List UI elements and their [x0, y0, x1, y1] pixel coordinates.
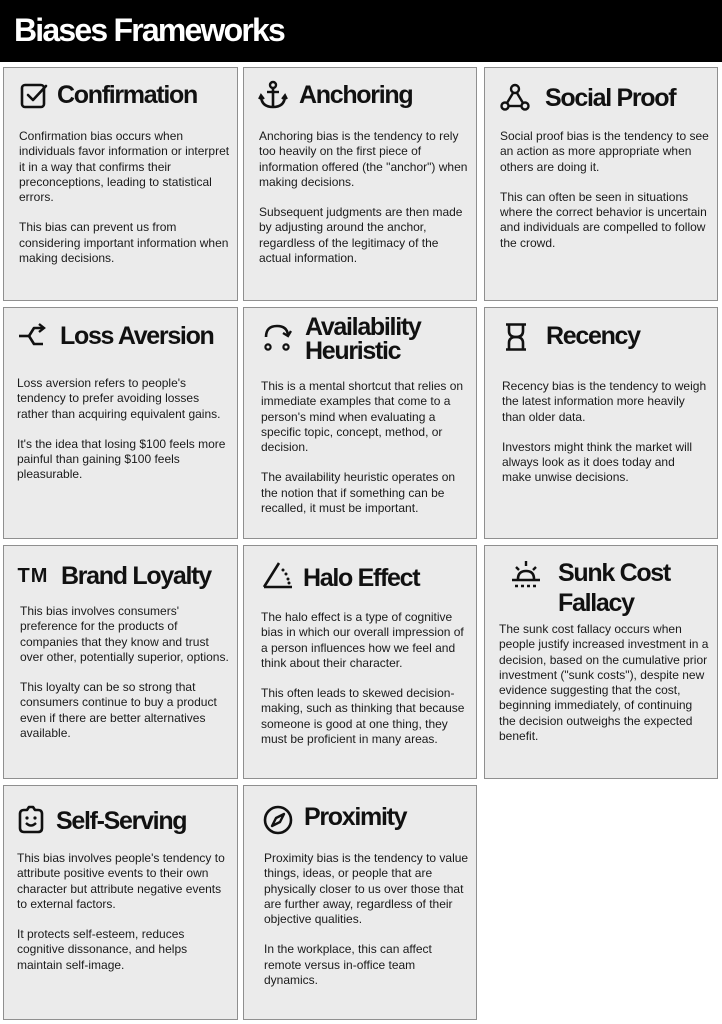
page-header	[0, 0, 722, 62]
card-brand-loyalty	[3, 545, 238, 779]
card-paragraph: Confirmation bias occurs when individuals favor information or interpret it in a way that confirms their preconceptions, leading to statistical errors.	[19, 129, 230, 205]
card-paragraph: The sunk cost fallacy occurs when people justify increased investment in a decision, based on the cumulative prior investment ("sunk costs"), despite new evidence suggesting that the cost, beginning immediately, of continuing the decision outweighs the expected benefit.	[499, 622, 709, 744]
card-paragraph: Investors might think the market will always look as it does today and make unwise decisions.	[502, 439, 693, 485]
smile-icon	[16, 805, 46, 835]
card-paragraph: This often leads to skewed decision-making, such as thinking that because someone is good at one thing, they must be proficient in many areas.	[261, 686, 465, 747]
card-paragraph: This bias involves consumers' preference for the products of companies that they know and trust over other, potentially superior, options.	[20, 604, 229, 664]
card-body	[19, 129, 231, 281]
card-title-line: Availability	[305, 313, 421, 341]
card-halo-effect	[243, 545, 477, 779]
checkbox-icon	[19, 81, 49, 111]
card-title	[305, 315, 420, 363]
angle-icon	[262, 560, 292, 590]
card-self-serving	[3, 785, 238, 1020]
card-title	[558, 558, 670, 618]
card-title: Recency	[546, 322, 640, 350]
card-paragraph: Anchoring bias is the tendency to rely too heavily on the first piece of information offered (the "anchor") when making decisions.	[259, 129, 468, 189]
refresh-arrow-icon	[262, 322, 292, 352]
card-loss-aversion	[3, 307, 238, 539]
arrow-split-icon	[18, 321, 48, 351]
trademark-icon: TM	[17, 565, 49, 587]
card-paragraph: It protects self-esteem, reduces cognitive dissonance, and helps maintain self-image.	[17, 927, 188, 972]
anchor-icon	[258, 80, 288, 110]
card-body	[261, 379, 466, 531]
card-paragraph: This can often be seen in situations where the correct behavior is uncertain and individuals are compelled to follow the crowd.	[500, 189, 707, 250]
card-paragraph: It's the idea that losing $100 feels more painful than gaining $100 feels pleasurable.	[17, 436, 226, 482]
card-anchoring	[243, 67, 477, 301]
card-sunk-cost-fallacy	[484, 545, 718, 779]
card-body	[499, 622, 711, 759]
page-title: Biases Frameworks	[14, 12, 285, 48]
network-icon	[500, 82, 530, 112]
card-body	[20, 604, 232, 756]
card-paragraph: Proximity bias is the tendency to value things, ideas, or people that are physically closer to us over those that are further away, regardless of their objective qualities.	[264, 851, 469, 927]
card-paragraph: This is a mental shortcut that relies on immediate examples that come to a person's mind when evaluating a specific topic, concept, method, or decision.	[261, 379, 464, 455]
card-title: Halo Effect	[303, 564, 420, 592]
card-title-line: Heuristic	[305, 337, 401, 365]
card-body	[259, 129, 471, 281]
card-title-line: Fallacy	[558, 589, 634, 617]
compass-icon	[263, 805, 293, 835]
sunset-icon	[511, 559, 541, 589]
card-title-line: Sunk Cost	[558, 559, 670, 587]
card-paragraph: Loss aversion refers to people's tendency to prefer avoiding losses rather than acquiring equivalent gains.	[17, 376, 221, 421]
card-body	[502, 379, 707, 501]
card-body	[500, 129, 712, 266]
card-recency	[484, 307, 718, 539]
card-paragraph: Subsequent judgments are then made by adjusting around the anchor, regardless of the legitimacy of the actual information.	[259, 205, 463, 266]
card-paragraph: This loyalty can be so strong that consumers continue to buy a product even if there are better alternatives available.	[20, 680, 217, 741]
card-proximity	[243, 785, 477, 1020]
card-body	[264, 851, 469, 1003]
card-title: Self-Serving	[56, 807, 187, 835]
card-paragraph: Social proof bias is the tendency to see an action as more appropriate when others are doing it.	[500, 129, 709, 174]
card-availability-heuristic	[243, 307, 477, 539]
card-paragraph: This bias can prevent us from considering important information when making decisions.	[19, 220, 229, 266]
card-title: Proximity	[304, 803, 407, 831]
card-body	[17, 376, 229, 498]
card-title: Social Proof	[545, 84, 676, 112]
card-title: Confirmation	[57, 81, 197, 109]
card-confirmation	[3, 67, 238, 301]
card-body	[17, 851, 229, 988]
card-title: Anchoring	[299, 81, 413, 109]
card-paragraph: The availability heuristic operates on the notion that if something can be recalled, it must be important.	[261, 470, 456, 516]
card-paragraph: The halo effect is a type of cognitive bias in which our overall impression of a person influences how we feel and think about their character.	[261, 610, 464, 670]
card-body	[261, 610, 473, 762]
card-title: Loss Aversion	[60, 322, 214, 350]
card-title: Brand Loyalty	[61, 562, 211, 590]
hourglass-icon	[501, 322, 531, 352]
card-paragraph: In the workplace, this can affect remote versus in-office team dynamics.	[264, 942, 432, 988]
card-social-proof	[484, 67, 718, 301]
card-paragraph: Recency bias is the tendency to weigh the latest information more heavily than older data.	[502, 379, 707, 424]
card-paragraph: This bias involves people's tendency to attribute positive events to their own character but attribute negative events to external factors.	[17, 851, 225, 911]
